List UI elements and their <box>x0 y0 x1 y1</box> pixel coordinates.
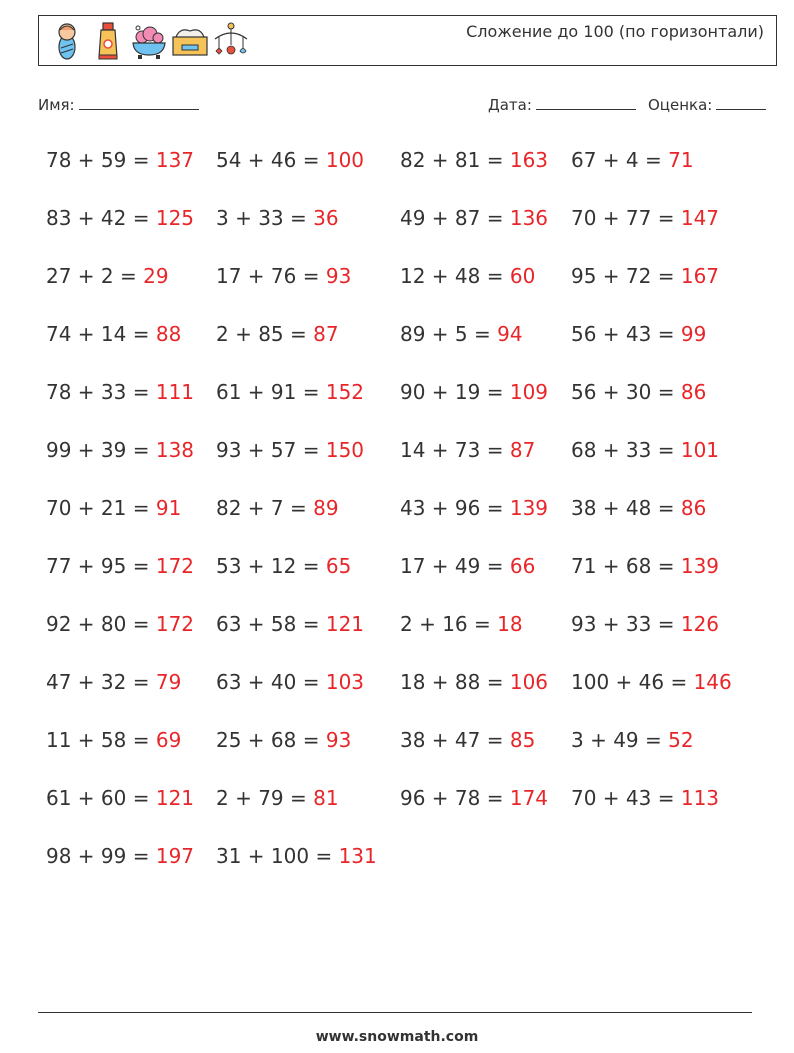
problem-expression: 77 + 95 = <box>46 554 156 578</box>
problem-item <box>46 612 194 636</box>
problem-expression: 3 + 49 = <box>571 728 669 752</box>
problem-expression: 3 + 33 = <box>216 206 314 230</box>
problem-item <box>216 496 339 520</box>
problem-expression: 25 + 68 = <box>216 728 326 752</box>
problem-answer: 125 <box>155 206 195 230</box>
problem-item <box>571 670 732 694</box>
problem-item <box>216 612 364 636</box>
date-label: Дата: <box>488 96 532 114</box>
problem-expression: 63 + 58 = <box>216 612 326 636</box>
problem-item <box>571 322 706 346</box>
problem-answer: 106 <box>509 670 549 694</box>
problem-answer: 136 <box>509 206 549 230</box>
problem-answer: 111 <box>155 380 195 404</box>
problem-answer: 71 <box>668 148 694 172</box>
problem-item <box>400 380 548 404</box>
worksheet-title: Сложение до 100 (по горизонтали) <box>466 22 764 41</box>
problem-item <box>571 612 719 636</box>
problem-item <box>571 786 719 810</box>
problem-expression: 68 + 33 = <box>571 438 681 462</box>
problem-answer: 121 <box>325 612 365 636</box>
problem-item <box>46 670 181 694</box>
problem-item <box>216 264 351 288</box>
problem-expression: 95 + 72 = <box>571 264 681 288</box>
problem-answer: 197 <box>155 844 195 868</box>
problem-expression: 11 + 58 = <box>46 728 156 752</box>
problem-item <box>46 554 194 578</box>
problem-expression: 2 + 85 = <box>216 322 314 346</box>
problem-answer: 137 <box>155 148 195 172</box>
problem-item <box>216 380 364 404</box>
problem-answer: 172 <box>155 612 195 636</box>
problem-expression: 12 + 48 = <box>400 264 510 288</box>
problem-answer: 79 <box>155 670 182 694</box>
name-label: Имя: <box>38 96 75 114</box>
problem-answer: 131 <box>338 844 377 868</box>
problem-expression: 2 + 79 = <box>216 786 314 810</box>
problem-expression: 93 + 57 = <box>216 438 326 462</box>
problem-item <box>571 206 719 230</box>
problem-item <box>571 148 694 172</box>
problem-answer: 87 <box>509 438 536 462</box>
problem-answer: 100 <box>325 148 365 172</box>
problem-expression: 74 + 14 = <box>46 322 156 346</box>
problem-answer: 81 <box>313 786 339 810</box>
problem-answer: 147 <box>680 206 720 230</box>
problem-answer: 60 <box>509 264 536 288</box>
problem-item <box>400 496 548 520</box>
problem-answer: 69 <box>155 728 182 752</box>
problem-expression: 61 + 91 = <box>216 380 326 404</box>
problem-expression: 18 + 88 = <box>400 670 510 694</box>
problem-expression: 31 + 100 = <box>216 844 339 868</box>
problem-answer: 85 <box>509 728 536 752</box>
problem-item <box>46 844 194 868</box>
problem-answer: 109 <box>509 380 549 404</box>
problem-item <box>571 438 719 462</box>
problem-answer: 86 <box>680 496 707 520</box>
problem-expression: 93 + 33 = <box>571 612 681 636</box>
problem-answer: 113 <box>680 786 720 810</box>
footer-url: www.snowmath.com <box>315 1029 479 1045</box>
problem-item <box>216 554 351 578</box>
problem-expression: 70 + 77 = <box>571 206 681 230</box>
problem-expression: 63 + 40 = <box>216 670 326 694</box>
problem-item <box>216 206 339 230</box>
problem-item <box>46 728 181 752</box>
problem-item <box>216 322 339 346</box>
problem-item <box>46 380 194 404</box>
problem-item <box>216 728 351 752</box>
problem-item <box>571 728 694 752</box>
problem-answer: 89 <box>313 496 339 520</box>
problem-expression: 82 + 7 = <box>216 496 314 520</box>
problem-item <box>571 380 706 404</box>
problem-item <box>400 612 523 636</box>
problem-answer: 172 <box>155 554 195 578</box>
problem-expression: 47 + 32 = <box>46 670 156 694</box>
problem-item <box>46 206 194 230</box>
problem-item <box>400 148 548 172</box>
problem-expression: 96 + 78 = <box>400 786 510 810</box>
problem-expression: 70 + 43 = <box>571 786 681 810</box>
footer-divider <box>38 1012 752 1013</box>
problem-expression: 14 + 73 = <box>400 438 510 462</box>
problem-item <box>400 554 535 578</box>
problem-item <box>571 496 706 520</box>
problem-answer: 139 <box>509 496 549 520</box>
problem-expression: 100 + 46 = <box>571 670 694 694</box>
problem-answer: 52 <box>668 728 694 752</box>
problem-answer: 150 <box>325 438 365 462</box>
problem-item <box>46 264 169 288</box>
problem-item <box>400 438 535 462</box>
problem-item <box>400 728 535 752</box>
problem-item <box>400 786 548 810</box>
problem-answer: 36 <box>313 206 339 230</box>
problem-item <box>216 844 377 868</box>
problem-answer: 99 <box>680 322 707 346</box>
problem-expression: 38 + 48 = <box>571 496 681 520</box>
problem-expression: 78 + 59 = <box>46 148 156 172</box>
problem-answer: 91 <box>155 496 182 520</box>
problem-item <box>400 670 548 694</box>
problem-answer: 103 <box>325 670 365 694</box>
problem-item <box>216 148 364 172</box>
problem-expression: 89 + 5 = <box>400 322 498 346</box>
problem-item <box>216 670 364 694</box>
problem-item <box>571 554 719 578</box>
problem-answer: 121 <box>155 786 195 810</box>
problem-answer: 101 <box>680 438 720 462</box>
problem-item <box>46 786 194 810</box>
problem-item <box>46 438 194 462</box>
problem-expression: 43 + 96 = <box>400 496 510 520</box>
problem-expression: 83 + 42 = <box>46 206 156 230</box>
problem-answer: 126 <box>680 612 720 636</box>
problem-answer: 152 <box>325 380 365 404</box>
problem-expression: 71 + 68 = <box>571 554 681 578</box>
problem-expression: 56 + 30 = <box>571 380 681 404</box>
problem-item <box>400 322 523 346</box>
problem-answer: 29 <box>143 264 169 288</box>
problem-answer: 94 <box>497 322 523 346</box>
problem-expression: 17 + 49 = <box>400 554 510 578</box>
problem-answer: 174 <box>509 786 549 810</box>
problem-item <box>400 206 548 230</box>
problem-expression: 67 + 4 = <box>571 148 669 172</box>
problem-answer: 18 <box>497 612 523 636</box>
problem-expression: 27 + 2 = <box>46 264 144 288</box>
problem-answer: 93 <box>325 728 352 752</box>
problem-answer: 66 <box>509 554 536 578</box>
problem-expression: 98 + 99 = <box>46 844 156 868</box>
problem-item <box>46 322 181 346</box>
problem-expression: 99 + 39 = <box>46 438 156 462</box>
problem-item <box>216 438 364 462</box>
problem-expression: 53 + 12 = <box>216 554 326 578</box>
problem-expression: 90 + 19 = <box>400 380 510 404</box>
problem-expression: 49 + 87 = <box>400 206 510 230</box>
problem-expression: 92 + 80 = <box>46 612 156 636</box>
problem-answer: 93 <box>325 264 352 288</box>
problem-answer: 87 <box>313 322 339 346</box>
problem-answer: 65 <box>325 554 352 578</box>
problem-item <box>571 264 719 288</box>
problem-item <box>46 148 194 172</box>
problem-item <box>400 264 535 288</box>
problem-answer: 163 <box>509 148 549 172</box>
problem-answer: 138 <box>155 438 195 462</box>
problem-expression: 38 + 47 = <box>400 728 510 752</box>
problem-expression: 82 + 81 = <box>400 148 510 172</box>
problem-expression: 78 + 33 = <box>46 380 156 404</box>
problem-expression: 70 + 21 = <box>46 496 156 520</box>
problem-answer: 88 <box>155 322 182 346</box>
problem-expression: 61 + 60 = <box>46 786 156 810</box>
problem-expression: 17 + 76 = <box>216 264 326 288</box>
problem-answer: 86 <box>680 380 707 404</box>
problem-item <box>46 496 181 520</box>
problem-expression: 56 + 43 = <box>571 322 681 346</box>
problem-expression: 2 + 16 = <box>400 612 498 636</box>
problem-answer: 146 <box>693 670 732 694</box>
problem-expression: 54 + 46 = <box>216 148 326 172</box>
problem-item <box>216 786 339 810</box>
problem-answer: 167 <box>680 264 720 288</box>
grade-label: Оценка: <box>648 96 713 114</box>
problem-answer: 139 <box>680 554 720 578</box>
